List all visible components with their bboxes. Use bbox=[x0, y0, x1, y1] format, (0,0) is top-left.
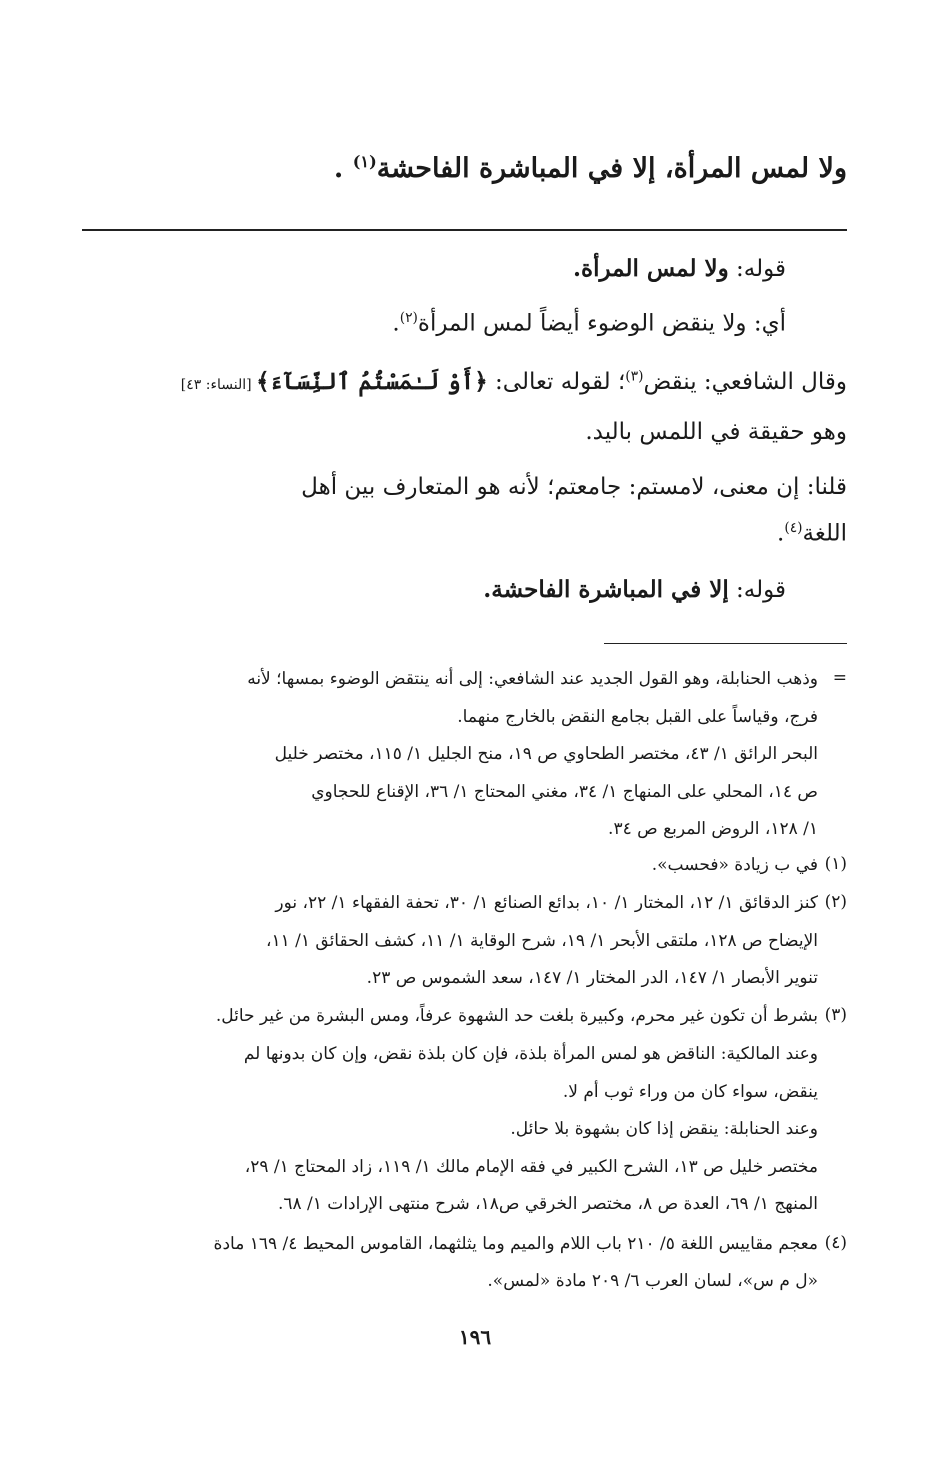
footnote-line: وعند المالكية: الناقض هو لمس المرأة بلذة، فإن كان بلذة نقض، وإن كان بدونها لم bbox=[243, 1044, 818, 1064]
explanation-text: أي: ولا ينقض الوضوء أيضاً لمس المرأة bbox=[417, 310, 786, 337]
quran-verse: ﴿أَوْ لَـٰمَسْتُمُ ٱلنِّسَآءَ﴾ bbox=[256, 368, 488, 395]
quoted-matn: ولا لمس المرأة. bbox=[573, 255, 729, 282]
commentary-line bbox=[82, 310, 786, 337]
footnote-divider bbox=[604, 643, 847, 644]
footnote-line: البحر الرائق ١/ ٤٣، مختصر الطحاوي ص ١٩، منح الجليل ١/ ١١٥، مختصر خليل bbox=[274, 744, 818, 764]
footnote-line: «ل م س»، لسان العرب ٦/ ٢٠٩ مادة «لمس». bbox=[487, 1271, 818, 1291]
commentary-line: قلنا: إن معنى، لامستم: جامعتم؛ لأنه هو المتعارف بين أهل bbox=[301, 474, 847, 500]
lugha-text: اللغة bbox=[802, 520, 847, 547]
matn-text: ولا لمس المرأة، إلا في المباشرة الفاحشة bbox=[376, 153, 847, 184]
footnote-line: مختصر خليل ص ١٣، الشرح الكبير في فقه الإمام مالك ١/ ١١٩، زاد المحتاج ١/ ٢٩، bbox=[244, 1157, 818, 1177]
footnote-line: ص ١٤، المحلي على المنهاج ١/ ٣٤، مغني المحتاج ١/ ٣٦، الإقناع للحجاوي bbox=[311, 782, 818, 802]
footnote-line: معجم مقاييس اللغة ٥/ ٢١٠ باب اللام والميم وما يثلثهما، القاموس المحيط ٤/ ١٦٩ مادة bbox=[213, 1234, 818, 1254]
commentary-line: وهو حقيقة في اللمس باليد. bbox=[585, 419, 847, 445]
commentary-line bbox=[82, 520, 847, 547]
footnote-ref-3[interactable]: (٣) bbox=[625, 368, 644, 385]
shafii-text: وقال الشافعي: ينقض bbox=[643, 369, 847, 395]
footnote-line: ينقض، سواء كان من وراء ثوب أم لا. bbox=[562, 1082, 818, 1102]
footnote-line: فرج، وقياساً على القبل بجامع النقض بالخارج منهما. bbox=[457, 707, 818, 727]
footnote-number-4: (٤) bbox=[824, 1233, 847, 1253]
qawluhu-label: قوله: bbox=[728, 577, 786, 603]
footnote-line: تنوير الأبصار ١/ ١٤٧، الدر المختار ١/ ١٤٧، سعد الشموس ص ٢٣. bbox=[366, 968, 818, 988]
commentary-line bbox=[82, 255, 786, 282]
verse-reference: [النساء: ٤٣] bbox=[180, 377, 257, 393]
footnote-line: ١/ ١٢٨، الروض المربع ص ٣٤. bbox=[608, 819, 818, 839]
matn-heading bbox=[82, 152, 847, 184]
qawluhu-label: قوله: bbox=[728, 256, 786, 282]
sentence-end: . bbox=[392, 310, 400, 337]
footnote-line: المنهج ١/ ٦٩، العدة ص ٨، مختصر الخرقي ص١٨، شرح منتهى الإرادات ١/ ٦٨. bbox=[277, 1194, 818, 1214]
quoted-matn: إلا في المباشرة الفاحشة. bbox=[483, 576, 729, 603]
page-number: ١٩٦ bbox=[458, 1325, 492, 1349]
footnote-line: وذهب الحنابلة، وهو القول الجديد عند الشافعي: إلى أنه ينتقض الوضوء بمسها؛ لأنه bbox=[247, 669, 818, 689]
footnote-ref-4[interactable]: (٤) bbox=[784, 520, 803, 536]
heading-divider bbox=[82, 229, 847, 231]
footnote-number-1: (١) bbox=[824, 854, 847, 874]
footnote-number-3: (٣) bbox=[824, 1005, 847, 1025]
footnote-line: في ب زيادة «فحسب». bbox=[651, 855, 818, 875]
sentence-end: . bbox=[777, 520, 785, 547]
footnote-line: وعند الحنابلة: ينقض إذا كان بشهوة بلا حائل. bbox=[510, 1119, 818, 1139]
footnote-number-2: (٢) bbox=[824, 892, 847, 912]
matn-end: . bbox=[333, 153, 353, 184]
footnote-line: الإيضاح ص ١٢٨، ملتقى الأبحر ١/ ١٩، شرح الوقاية ١/ ١١، كشف الحقائق ١/ ١١، bbox=[265, 931, 818, 951]
footnote-line: كنز الدقائق ١/ ١٢، المختار ١/ ١٠، بدائع الصنائع ١/ ٣٠، تحفة الفقهاء ١/ ٢٢، نور bbox=[275, 893, 818, 913]
commentary-line bbox=[82, 368, 847, 395]
footnote-ref-1[interactable]: (١) bbox=[352, 152, 377, 171]
footnote-ref-2[interactable]: (٢) bbox=[399, 310, 418, 326]
commentary-line bbox=[82, 576, 786, 603]
footnote-line: بشرط أن تكون غير محرم، وكبيرة بلغت حد الشهوة عرفاً، ومس البشرة من غير حائل. bbox=[215, 1006, 818, 1026]
shafii-text-cont: ؛ لقوله تعالى: bbox=[487, 369, 626, 395]
continuation-mark: = bbox=[832, 668, 847, 688]
